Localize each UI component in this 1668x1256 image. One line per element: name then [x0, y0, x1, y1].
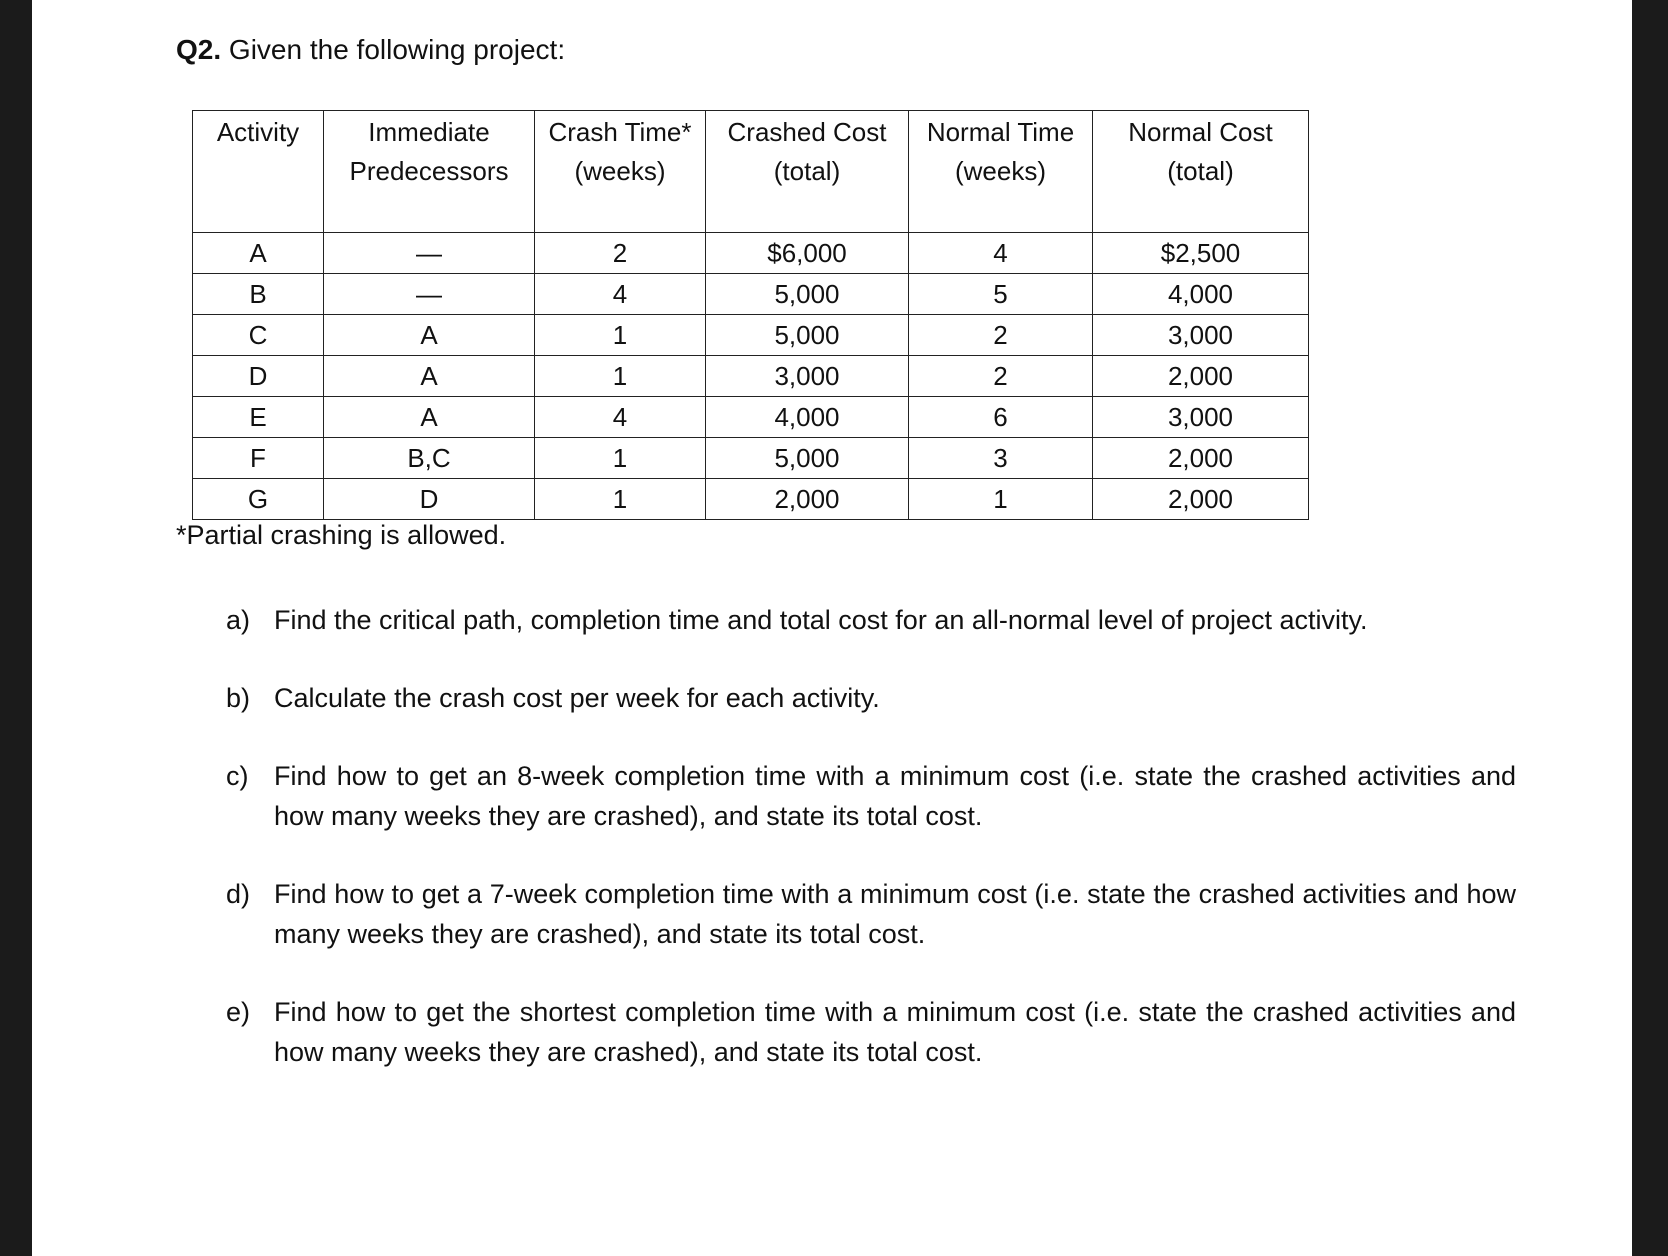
question-label: c): [226, 761, 249, 791]
cell-crash-time: 1: [535, 315, 706, 356]
cell-normal-cost: 3,000: [1093, 397, 1309, 438]
cell-normal-time: 5: [909, 274, 1093, 315]
header-immediate-predecessors: Immediate Predecessors: [324, 111, 535, 233]
cell-crashed-cost: 3,000: [706, 356, 909, 397]
cell-crash-time: 4: [535, 274, 706, 315]
cell-activity: B: [193, 274, 324, 315]
question-item-b: [226, 678, 1516, 718]
header-normal-cost: Normal Cost (total): [1093, 111, 1309, 233]
cell-normal-cost: 2,000: [1093, 356, 1309, 397]
cell-predecessors: —: [324, 274, 535, 315]
question-number: Q2.: [176, 34, 222, 65]
cell-predecessors: D: [324, 479, 535, 520]
project-table: [192, 110, 1309, 520]
cell-normal-cost: 2,000: [1093, 479, 1309, 520]
cell-normal-time: 4: [909, 233, 1093, 274]
cell-activity: D: [193, 356, 324, 397]
question-text: Find how to get a 7-week completion time with a minimum cost (i.e. state the crashed activities and how many weeks they are crashed), and state its total cost.: [274, 879, 1516, 949]
header-crashed-cost: Crashed Cost (total): [706, 111, 909, 233]
cell-crash-time: 1: [535, 438, 706, 479]
cell-normal-cost: $2,500: [1093, 233, 1309, 274]
table-row: [193, 356, 1309, 397]
cell-normal-cost: 4,000: [1093, 274, 1309, 315]
cell-crashed-cost: 5,000: [706, 438, 909, 479]
cell-activity: C: [193, 315, 324, 356]
table-row: [193, 315, 1309, 356]
question-intro: Given the following project:: [221, 34, 566, 65]
cell-crashed-cost: $6,000: [706, 233, 909, 274]
question-text: Calculate the crash cost per week for each activity.: [274, 683, 880, 713]
question-text: Find how to get the shortest completion time with a minimum cost (i.e. state the crashed activities and how many weeks they are crashed), and state its total cost.: [274, 997, 1516, 1067]
cell-crash-time: 1: [535, 356, 706, 397]
cell-predecessors: A: [324, 315, 535, 356]
cell-normal-time: 2: [909, 315, 1093, 356]
cell-predecessors: —: [324, 233, 535, 274]
table-row: [193, 479, 1309, 520]
cell-crashed-cost: 5,000: [706, 274, 909, 315]
cell-normal-time: 1: [909, 479, 1093, 520]
header-crash-time: Crash Time* (weeks): [535, 111, 706, 233]
cell-normal-time: 2: [909, 356, 1093, 397]
question-item-d: [226, 874, 1516, 954]
question-label: b): [226, 683, 251, 713]
partial-crashing-note: *Partial crashing is allowed.: [176, 520, 507, 550]
table-row: [193, 274, 1309, 315]
cell-predecessors: B,C: [324, 438, 535, 479]
cell-normal-cost: 2,000: [1093, 438, 1309, 479]
cell-activity: E: [193, 397, 324, 438]
table-row: [193, 438, 1309, 479]
cell-activity: A: [193, 233, 324, 274]
cell-predecessors: A: [324, 356, 535, 397]
question-title: [176, 34, 565, 66]
question-item-e: [226, 992, 1516, 1072]
cell-crashed-cost: 2,000: [706, 479, 909, 520]
table-row: [193, 397, 1309, 438]
question-list: [226, 600, 1516, 1072]
table-header-row: [193, 111, 1309, 233]
question-label: d): [226, 879, 251, 909]
cell-predecessors: A: [324, 397, 535, 438]
question-item-a: [226, 600, 1516, 640]
cell-activity: F: [193, 438, 324, 479]
cell-crash-time: 4: [535, 397, 706, 438]
cell-crash-time: 2: [535, 233, 706, 274]
table-row: [193, 233, 1309, 274]
header-activity: Activity: [193, 111, 324, 233]
cell-normal-time: 3: [909, 438, 1093, 479]
cell-crashed-cost: 5,000: [706, 315, 909, 356]
header-normal-time: Normal Time (weeks): [909, 111, 1093, 233]
question-label: e): [226, 997, 251, 1027]
cell-activity: G: [193, 479, 324, 520]
question-label: a): [226, 605, 251, 635]
cell-crash-time: 1: [535, 479, 706, 520]
cell-normal-cost: 3,000: [1093, 315, 1309, 356]
question-text: Find how to get an 8-week completion time with a minimum cost (i.e. state the crashed activities and how many weeks they are crashed), and state its total cost.: [274, 761, 1516, 831]
cell-crashed-cost: 4,000: [706, 397, 909, 438]
question-text: Find the critical path, completion time and total cost for an all-normal level of project activity.: [274, 605, 1368, 635]
cell-normal-time: 6: [909, 397, 1093, 438]
document-page: [32, 0, 1632, 1256]
question-item-c: [226, 756, 1516, 836]
